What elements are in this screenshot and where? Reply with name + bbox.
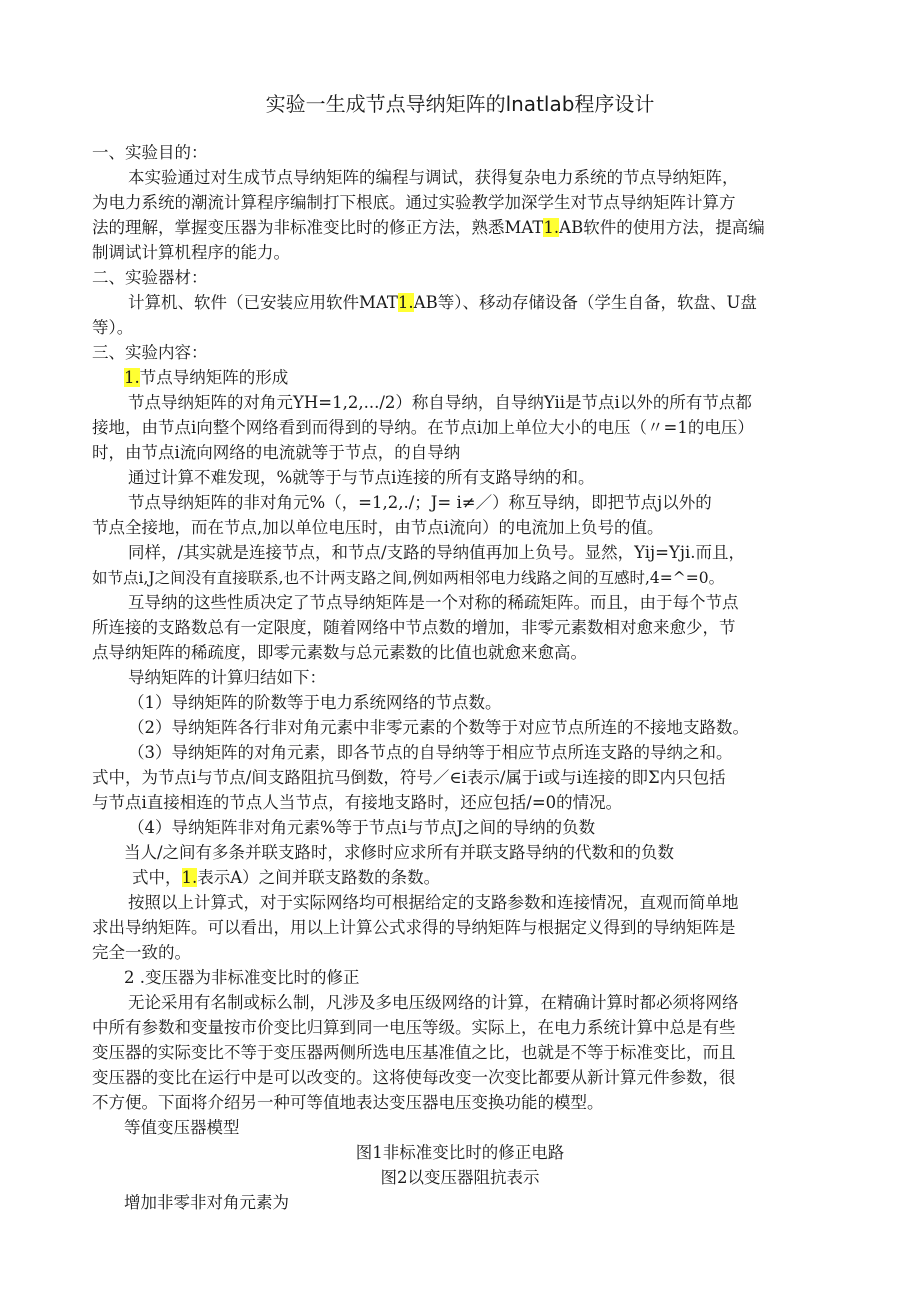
paragraph-line: 所连接的支路数总有一定限度，随着网络中节点数的增加，非零元素数相对愈来愈少，节: [92, 618, 736, 637]
paragraph-line: 等值变压器模型: [124, 1118, 240, 1137]
paragraph-line: 求出导纳矩阵。可以看出，用以上计算公式求得的导纳矩阵与根据定义得到的导纳矩阵是: [92, 918, 736, 937]
list-item: （2）导纳矩阵各行非对角元素中非零元素的个数等于对应节点所连的不接地支路数。: [128, 718, 749, 737]
paragraph-line: 无论采用有名制或标么制，凡涉及多电压级网络的计算，在精确计算时都必须将网络: [128, 993, 739, 1012]
paragraph-line: 与节点i直接相连的节点人当节点，有接地支路时，还应包括/=0的情况。: [92, 793, 623, 812]
section-heading: 一、实验目的：: [92, 143, 208, 162]
paragraph-line: 同样，/其实就是连接节点，和节点/支路的导纳值再加上负号。显然，Yij=Yji.而且，: [128, 543, 745, 562]
paragraph-line: 中所有参数和变量按市价变比归算到同一电压等级。实际上，在电力系统计算中总是有些: [92, 1018, 736, 1037]
paragraph-line: 按照以上计算式，对于实际网络均可根据给定的支路参数和连接情况，直观而简单地: [128, 893, 739, 912]
paragraph-line: 节点导纳矩阵的对角元YH=1,2,.../2）称自导纳，自导纳Yii是节点i以外的所有节点都: [128, 393, 752, 412]
paragraph-line: 为电力系统的潮流计算程序编制打下根底。通过实验教学加深学生对节点导纳矩阵计算方: [92, 193, 736, 212]
paragraph-line: 当人/之间有多条并联支路时，求修时应求所有并联支路导纳的代数和的负数: [124, 843, 675, 862]
section-heading: 二、实验器材：: [92, 268, 208, 287]
figure-caption: 图2以变压器阻抗表示: [380, 1168, 540, 1187]
paragraph-line: 完全一致的。: [92, 943, 191, 962]
paragraph-line: 等）。: [92, 318, 134, 337]
paragraph-line: 制调试计算机程序的能力。: [92, 243, 290, 262]
paragraph-line: 通过计算不难发现，%就等于与节点i连接的所有支路导纳的和。: [128, 468, 595, 487]
paragraph-line: 互导纳的这些性质决定了节点导纳矩阵是一个对称的稀疏矩阵。而且，由于每个节点: [128, 593, 739, 612]
section-heading: 三、实验内容：: [92, 343, 208, 362]
paragraph-line: 变压器的实际变比不等于变压器两侧所选电压基准值之比，也就是不等于标准变比，而且: [92, 1043, 736, 1062]
list-item: （4）导纳矩阵非对角元素%等于节点i与节点J之间的导纳的负数: [128, 818, 596, 837]
paragraph-line: 导纳矩阵的计算归结如下：: [128, 668, 326, 687]
paragraph-line: 时，由节点i流向网络的电流就等于节点，的自导纳: [92, 443, 461, 462]
list-item: （1）导纳矩阵的阶数等于电力系统网络的节点数。: [128, 693, 502, 712]
paragraph-line: 计算机、软件（已安装应用软件MAT1.AB等）、移动存储设备（学生自备，软盘、U盘: [128, 293, 757, 312]
paragraph-line: 点导纳矩阵的稀疏度，即零元素数与总元素数的比值也就愈来愈高。: [92, 643, 587, 662]
figure-caption: 图1非标准变比时的修正电路: [355, 1143, 565, 1162]
paragraph-line: 接地，由节点i向整个网络看到而得到的导纳。在节点i加上单位大小的电压（〃=1的电压）: [92, 418, 754, 437]
paragraph-line: 式中，1.表示A）之间并联支路数的条数。: [132, 868, 441, 887]
paragraph-line: 增加非零非对角元素为: [124, 1193, 289, 1212]
paragraph-line: 本实验通过对生成节点导纳矩阵的编程与调试，获得复杂电力系统的节点导纳矩阵，: [128, 168, 739, 187]
subsection-heading: 1.节点导纳矩阵的形成: [124, 368, 289, 387]
paragraph-line: 如节点i,J之间没有直接联系,也不计两支路之间,例如两相邻电力线路之间的互感时,4=^=0。: [92, 569, 725, 587]
paragraph-line: 节点导纳矩阵的非对角元%（，=1,2,./；J= i≠／）称互导纳，即把节点j以外的: [128, 493, 712, 512]
document-title: 实验一生成节点导纳矩阵的lnatlab程序设计: [265, 92, 655, 116]
paragraph-line: 式中，为节点i与节点/间支路阻抗马倒数，符号／∈i表示/属于i或与i连接的即Σ内只包括: [92, 768, 726, 787]
paragraph-line: 不方便。下面将介绍另一种可等值地表达变压器电压变换功能的模型。: [92, 1093, 604, 1112]
paragraph-line: 节点全接地，而在节点,加以单位电压时，由节点i流向）的电流加上负号的值。: [92, 518, 664, 537]
paragraph-line: 变压器的变比在运行中是可以改变的。这将使每改变一次变比都要从新计算元件参数，很: [92, 1068, 736, 1087]
list-item: （3）导纳矩阵的对角元素，即各节点的自导纳等于相应节点所连支路的导纳之和。: [128, 743, 733, 762]
subsection-heading: 2 .变压器为非标准变比时的修正: [124, 968, 360, 987]
paragraph-line: 法的理解，掌握变压器为非标准变比时的修正方法，熟悉MAT1.AB软件的使用方法，提高编: [92, 218, 765, 237]
